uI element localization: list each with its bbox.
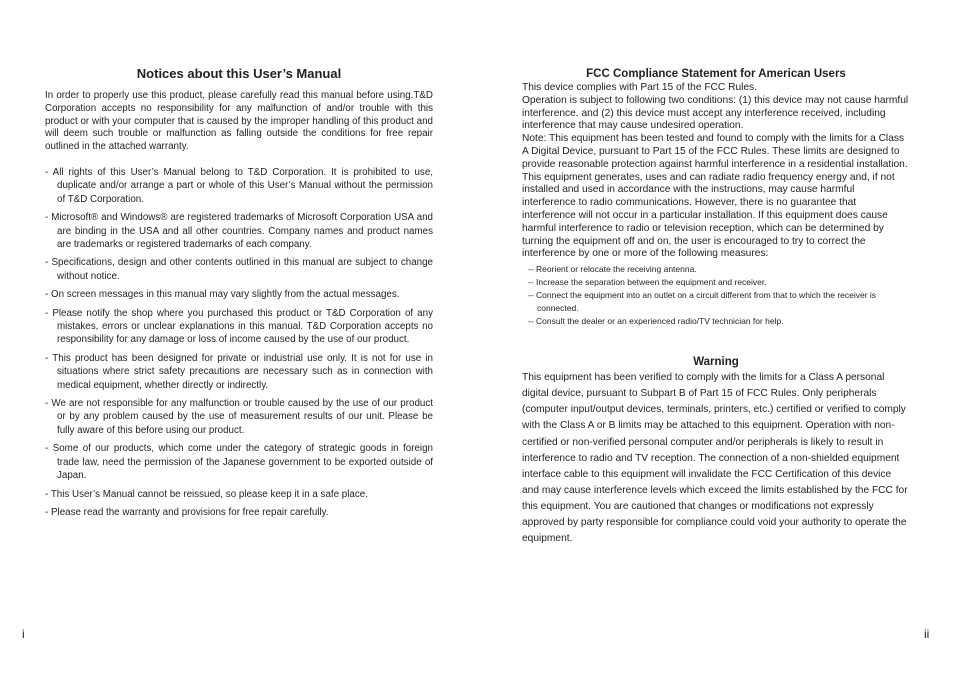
- notice-bullet: -: [45, 166, 49, 178]
- notices-intro: In order to properly use this product, please carefully read this manual before using.T&D Corporation accepts no responsibility for any malfunction of and/or trouble with this product or with your computer that is caused by the improper handling of this product and will deem such trouble or malfunction as falling outside the conditions for free repair outlined in the attached warranty.: [45, 90, 433, 153]
- warning-title: Warning: [693, 356, 739, 369]
- notice-item: [45, 307, 433, 347]
- notice-bullet: -: [45, 488, 49, 500]
- measure-item: -- Connect the equipment into an outlet on a circuit different from that to which the receiver is connected.: [528, 290, 877, 314]
- fcc-title: FCC Compliance Statement for American Users: [586, 68, 846, 80]
- notice-item: [45, 506, 433, 519]
- measure-item: -- Increase the separation between the equipment and receiver.: [528, 277, 767, 288]
- notice-bullet: -: [45, 257, 49, 269]
- notice-bullet: -: [45, 289, 49, 301]
- page-number-right: ii: [924, 627, 930, 641]
- measure-item: -- Consult the dealer or an experienced radio/TV technician for help.: [528, 316, 784, 327]
- notice-text: Please notify the shop where you purchased this product or T&D Corporation of any mistakes, errors or unclear explanations in this manual. T&D Corporation accepts no responsibility for any damage or loss of income caused by the use of our product.: [52, 307, 433, 346]
- notice-bullet: -: [45, 352, 49, 364]
- notice-item: [45, 256, 433, 283]
- notice-bullet: -: [45, 398, 49, 410]
- notice-text: We are not responsible for any malfunction or trouble caused by the use of our product or by any problem caused by the use of measurement results of our unit. Please be fully aware of this before using our product.: [51, 398, 433, 436]
- fcc-paragraph: Operation is subject to following two conditions: (1) this device may not cause harmful interference. and (2) this device must accept any interference received, including interference that may cause undesired operation.: [522, 94, 909, 132]
- notice-item: [45, 352, 433, 392]
- notice-item: [45, 397, 433, 437]
- fcc-paragraph: Note: This equipment has been tested and found to comply with the limits for a Class A Digital Device, pursuant to Part 15 of the FCC Rules. These limits are designed to provide reasonable protection against harmful interference in a residential installation. This equipment generates, uses and can radiate radio frequency energy and, if not installed and used in accordance with the instructions, may cause harmful interference to radio communications. However, there is no guarantee that interference will not occur in a particular installation. If this equipment does cause harmful interference to radio or television reception, which can be determined by turning the equipment off and on, the user is encouraged to try to correct the interference by one or more of the following measures:: [522, 133, 908, 260]
- left-page: [45, 66, 433, 524]
- notice-text: Specifications, design and other contents outlined in this manual are subject to change without notice.: [51, 257, 433, 282]
- notices-title: Notices about this User’s Manual: [136, 66, 342, 81]
- notice-item: [45, 488, 433, 501]
- fcc-measures-list: [528, 263, 910, 328]
- notice-item: [45, 211, 433, 251]
- notice-item: [45, 288, 433, 301]
- fcc-paragraph: This device complies with Part 15 of the FCC Rules.: [522, 82, 757, 93]
- notice-text: Some of our products, which come under the category of strategic goods in foreign trade law, need the permission of the Japanese government to be exported outside of Japan.: [52, 443, 433, 482]
- warning-text: This equipment has been verified to comply with the limits for a Class A personal digital device, pursuant to Subpart B of Part 15 of FCC Rules. Only peripherals (computer input/output devices, terminals, printers, etc.) certified or verified to comply with the Class A or B limits may be attached to this equipment. Operation with non-certified or non-verified personal computer and/or peripherals is likely to result in interference to radio and TV reception. The connection of a non-shielded equipment interface cable to this equipment will invalidate the FCC Certification of this device and may cause interference levels which exceed the limits established by the FCC for this equipment. You are cautioned that changes or modifications not expressly approved by party responsible for compliance could void your authority to operate the equipment.: [522, 372, 908, 545]
- notice-bullet: -: [45, 212, 49, 224]
- notice-text: On screen messages in this manual may vary slightly from the actual messages.: [51, 289, 400, 301]
- notice-item: [45, 442, 433, 482]
- notice-bullet: -: [45, 307, 49, 319]
- notice-text: This User’s Manual cannot be reissued, so please keep it in a safe place.: [50, 488, 368, 500]
- notice-text: Please read the warranty and provisions for free repair carefully.: [51, 506, 329, 518]
- right-page: [522, 66, 910, 547]
- notice-bullet: -: [45, 506, 49, 518]
- page-number-left: i: [22, 627, 25, 641]
- notice-item: [45, 166, 433, 206]
- measure-item: -- Reorient or relocate the receiving antenna.: [528, 264, 697, 275]
- notices-list: [45, 166, 433, 519]
- notice-text: Microsoft® and Windows® are registered trademarks of Microsoft Corporation USA and are binding in the USA and all other countries. Company names and product names are trademarks or registered trademarks of each company.: [51, 212, 433, 251]
- notice-bullet: -: [45, 443, 49, 455]
- notice-text: This product has been designed for private or industrial use only. It is not for use in situations where strict safety precautions are necessary such as in connection with medical equipment, whether directly or indirectly.: [52, 352, 433, 391]
- notice-text: All rights of this User’s Manual belong to T&D Corporation. It is prohibited to use, duplicate and/or arrange a part or whole of this User’s Manual without the permission of T&D Corporation.: [52, 166, 433, 205]
